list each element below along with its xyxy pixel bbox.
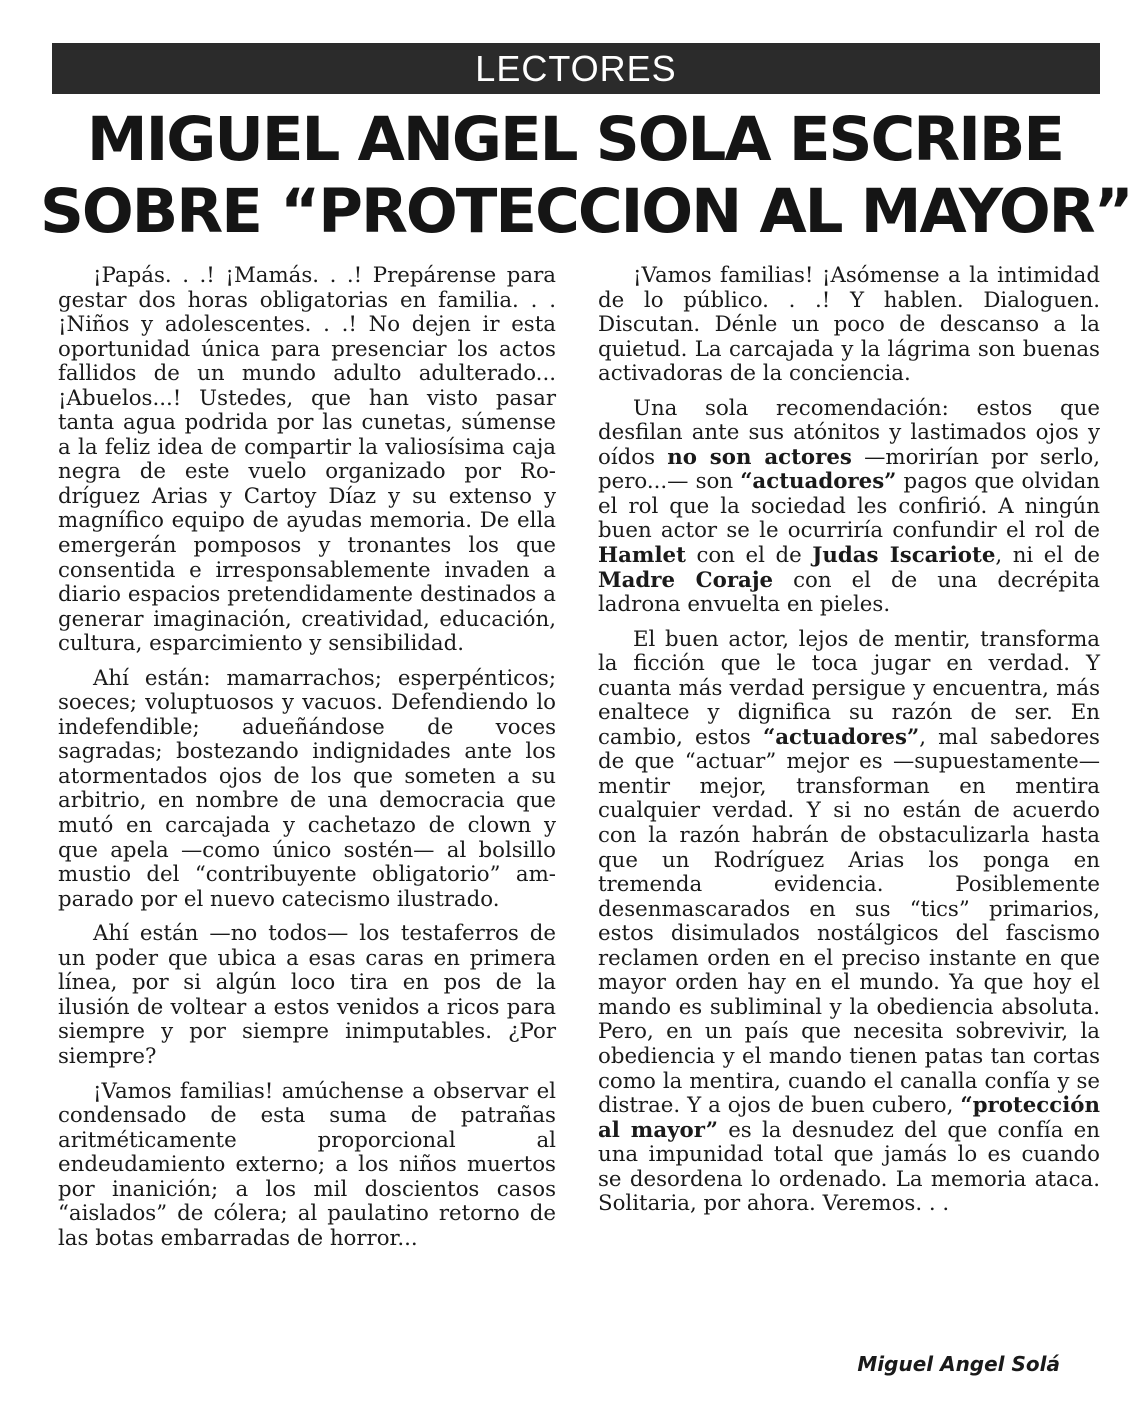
bold-phrase: “protección al mayor” [598, 1093, 1100, 1143]
paragraph: Ahí están —no todos— los testaferros de un poder que ubica a esas caras en primera línea, por si algún loco tira en pos de la ilusión de voltear a estos venidos a ricos para siempre y por siempre inimputables. ¿Por siempre? [58, 921, 556, 1069]
section-header-bar [52, 43, 1100, 94]
headline-line-2: SOBRE “PROTECCION AL MAYOR” [40, 176, 1132, 247]
paragraph [598, 628, 1100, 1217]
article-column-left [58, 264, 556, 1261]
text-run: pagos que olvidan el rol que la sociedad les confirió. A ningún buen actor se le ocurriría confundir el rol de [598, 469, 1100, 544]
text-run: con el de [685, 543, 813, 569]
bold-phrase: Judas Iscariote [812, 543, 996, 569]
text-run: , mal sabedores de que “actuar” mejor es —supuestamente— mentir mejor, transforman en mentira cualquier verdad. Y si no están de acuerdo con la razón habrán de obstaculizarla hasta que un Rodríguez Arias los ponga en tremenda evidencia. Posiblemente desenmascarados en sus “tics” primarios, estos disimulados nostálgicos del fascismo reclamen orden en el preciso instante en que mayor orden hay en el mundo. Ya que hoy el mando es subliminal y la obediencia absoluta. Pero, en un país que necesita sobrevivir, la obediencia y el mando tienen patas tan cortas como la mentira, cuando el canalla confía y se distrae. Y a ojos de buen cubero, [598, 724, 1100, 1119]
paragraph: ¡Vamos familias! amúchense a observar el condensado de esta suma de patrañas aritméticamente proporcional al endeudamiento externo; a los niños muertos por inanición; a los mil doscientos casos “aislados” de cólera; al paulatino retorno de las botas embarradas de horror... [58, 1078, 556, 1251]
text-run: es la desnudez del que confía en una impunidad total que jamás lo es cuando se desordena lo ordenado. La memoria ataca. Solitaria, por ahora. Veremos. . . [598, 1117, 1100, 1217]
author-signature: Miguel Angel Solá [857, 1352, 1060, 1376]
bold-phrase: Hamlet [598, 543, 686, 569]
text-run: —morirían por serlo, pero...— son [598, 444, 1100, 495]
article-column-right [598, 264, 1100, 1227]
text-run: Una sola recomendación: estos que desfilan ante sus atónitos y lastimados ojos y oídos [598, 395, 1100, 470]
article-headline [40, 104, 1132, 248]
text-run: El buen actor, lejos de mentir, transforma la ficción que le toca jugar en verdad. Y cuanta más verdad persigue y encuentra, más enaltece y dignifica su razón de ser. En cambio, estos [598, 626, 1100, 750]
paragraph: ¡Vamos familias! ¡Asómense a la intimidad de lo público. . .! Y hablen. Dialoguen. Discutan. Dénle un poco de descanso a la quietud. La carcajada y la lágrima son buenas activadoras de la conciencia. [598, 263, 1100, 387]
text-run: con el de una decrépita ladrona envuelta en pieles. [598, 567, 1100, 618]
text-run: , ni el de [995, 543, 1100, 569]
paragraph [598, 397, 1100, 618]
headline-line-1: MIGUEL ANGEL SOLA ESCRIBE [86, 104, 1064, 175]
section-title: LECTORES [475, 47, 677, 89]
paragraph: Ahí están: mamarrachos; esperpénticos; soeces; voluptuosos y vacuos. Defendiendo lo indefendible; adueñándose de voces sagradas; bostezando indignidades ante los atormentados ojos de los que someten a su arbitrio, en nombre de una democracia que mutó en carcajada y cachetazo de clown y que apela —como único sostén— al bolsillo mustio del “contribuyente obligatorio” amparado por el nuevo catecismo ilustrado. [58, 665, 556, 912]
paragraph: ¡Papás. . .! ¡Mamás. . .! Prepárense para gestar dos horas obligatorias en familia. . . ¡Niños y adolescentes. . .! No dejen ir esta oportunidad única para presenciar los actos fallidos de un mundo adulto adulterado... ¡Abuelos...! Ustedes, que han visto pasar tanta agua podrida por las cunetas, súmense a la feliz idea de compartir la valiosísima caja negra de este vuelo organizado por Rodríguez Arias y Cartoy Díaz y su extenso y magnífico equipo de ayudas memoria. De ella emergerán pomposos y tronantes los que consentida e irresponsablemente invaden a diario espacios pretendidamente destinados a generar imaginación, creatividad, educación, cultura, esparcimiento y sensibilidad. [58, 263, 556, 657]
bold-phrase: “actuadores” [740, 469, 897, 495]
bold-phrase: no son actores [667, 444, 852, 470]
bold-phrase: “actuadores” [762, 724, 920, 750]
bold-phrase: Madre Coraje [598, 567, 774, 593]
